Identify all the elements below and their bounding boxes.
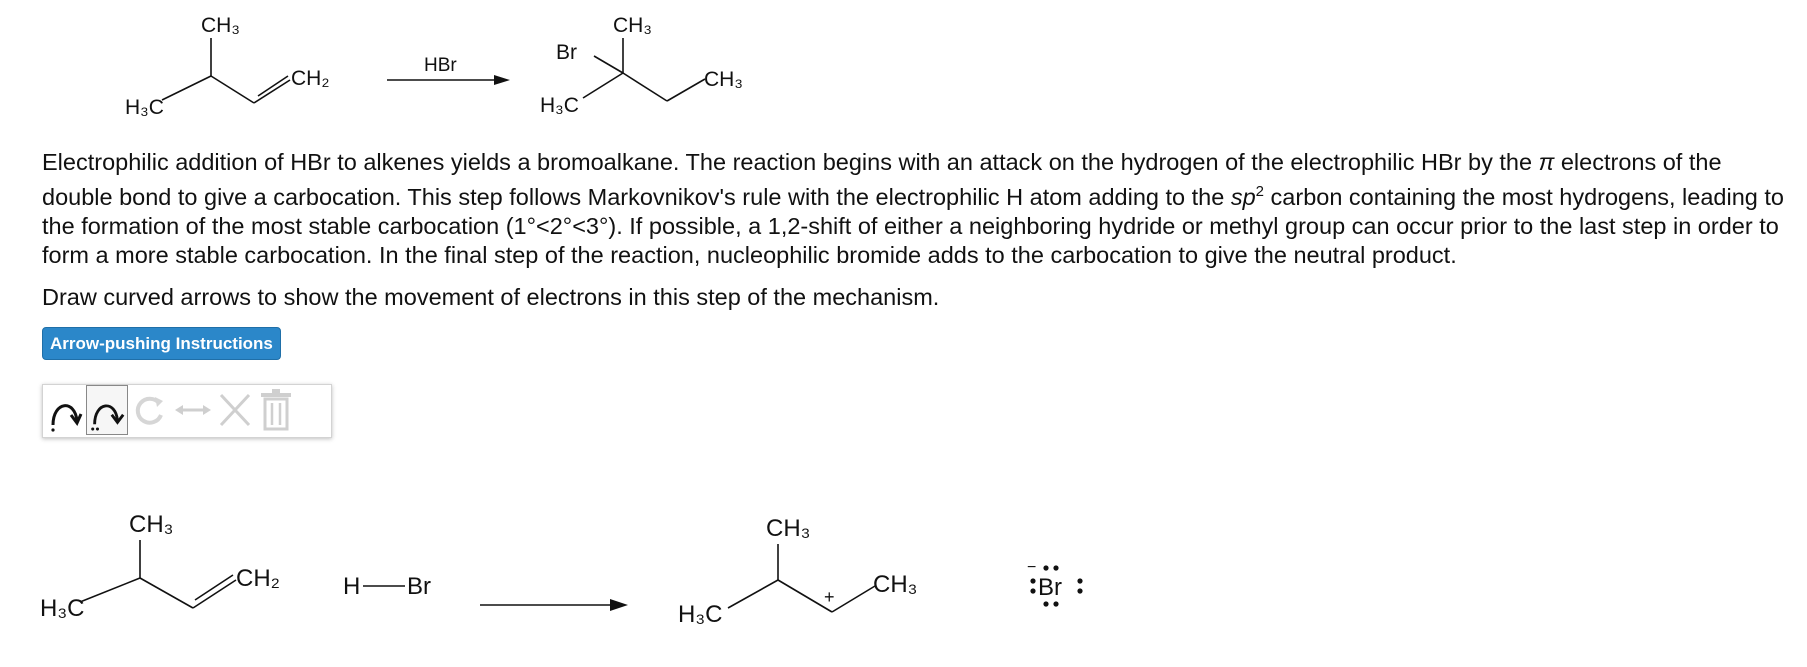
bond [583, 73, 623, 98]
sp-label: sp [1230, 183, 1256, 210]
top-product-h3c-label: H₃C [540, 94, 579, 117]
top-product-ch3-right-label: CH₃ [704, 68, 743, 91]
double-bond [195, 575, 233, 600]
cation-ch3-right-label[interactable]: CH₃ [873, 571, 918, 598]
mechanism-reaction-arrow [480, 599, 628, 611]
bond [80, 578, 140, 602]
mech-reactant-ch2-label[interactable]: CH₂ [236, 565, 280, 592]
bond [667, 79, 705, 101]
intro-text-2: electrons of the double bond to give a carbocation. This step follows Markovnikov's rule with the electrophilic H atom adding to the [42, 149, 1722, 210]
bromide-anion[interactable] [1027, 559, 1083, 607]
trash-icon[interactable] [255, 385, 297, 435]
hbr-br-atom[interactable]: Br [407, 573, 431, 600]
pi-symbol: π [1538, 149, 1555, 175]
intro-text-3: carbon containing the most hydrogens, leading to the formation of the most stable carbocation (1°<2°<3°). If possible, a 1,2-shift of either a neighboring hydride or methyl group can occur prior to the last step in order to form a more stable carbocation. In the final step of the reaction, nucleophilic bromide adds to the carbocation to give the neutral product. [42, 183, 1784, 268]
task-instruction: Draw curved arrows to show the movement of electrons in this step of the mechanism. [42, 284, 940, 310]
cation-ch3-label[interactable]: CH₃ [766, 515, 811, 542]
top-reactant-ch3-label: CH₃ [201, 14, 240, 37]
top-product [540, 14, 743, 117]
rotate-icon[interactable] [129, 385, 171, 435]
electron-pair-arrow-icon[interactable] [86, 385, 128, 435]
resonance-arrow-icon[interactable] [171, 385, 213, 435]
arrow-pushing-instructions-button[interactable]: Arrow-pushing Instructions [42, 327, 281, 360]
top-product-ch3-label: CH₃ [613, 14, 652, 37]
arrow-toolbar [42, 384, 332, 438]
top-reaction-arrow [387, 55, 510, 85]
top-reactant [125, 14, 329, 119]
mechanism-hbr [343, 573, 431, 600]
cation-h3c-label[interactable]: H₃C [678, 601, 723, 628]
bond [832, 586, 875, 612]
bromide-symbol[interactable]: Br [1038, 574, 1062, 601]
bond [211, 76, 254, 103]
mech-reactant-h3c-label[interactable]: H₃C [40, 595, 85, 622]
double-bond [258, 76, 288, 96]
delete-icon[interactable] [213, 385, 255, 435]
reagent-label: HBr [424, 55, 457, 76]
double-bond [254, 80, 290, 103]
double-bond [193, 580, 236, 608]
negative-charge: − [1027, 559, 1037, 576]
bond [162, 76, 211, 100]
intro-paragraph [42, 148, 1787, 270]
single-electron-arrow-icon[interactable] [45, 385, 87, 435]
mechanism-carbocation [678, 515, 917, 628]
mechanism-reactant [40, 511, 280, 622]
positive-charge: + [824, 587, 835, 607]
mech-reactant-ch3-label[interactable]: CH₃ [129, 511, 174, 538]
hbr-h-atom[interactable]: H [343, 573, 361, 600]
top-reactant-ch2-label: CH₂ [291, 67, 330, 90]
bond [623, 73, 667, 101]
top-reactant-h3c-label: H₃C [125, 96, 164, 119]
bond [140, 578, 193, 608]
sp-superscript: 2 [1255, 183, 1265, 200]
bond [728, 580, 778, 608]
bond [594, 56, 623, 73]
mechanism-canvas[interactable] [0, 480, 1807, 667]
top-reaction-scheme [0, 0, 1807, 145]
intro-text-1: Electrophilic addition of HBr to alkenes yields a bromoalkane. The reaction begins with an attack on the hydrogen of the electrophilic HBr by the [42, 149, 1539, 175]
top-product-br-label: Br [556, 41, 577, 64]
